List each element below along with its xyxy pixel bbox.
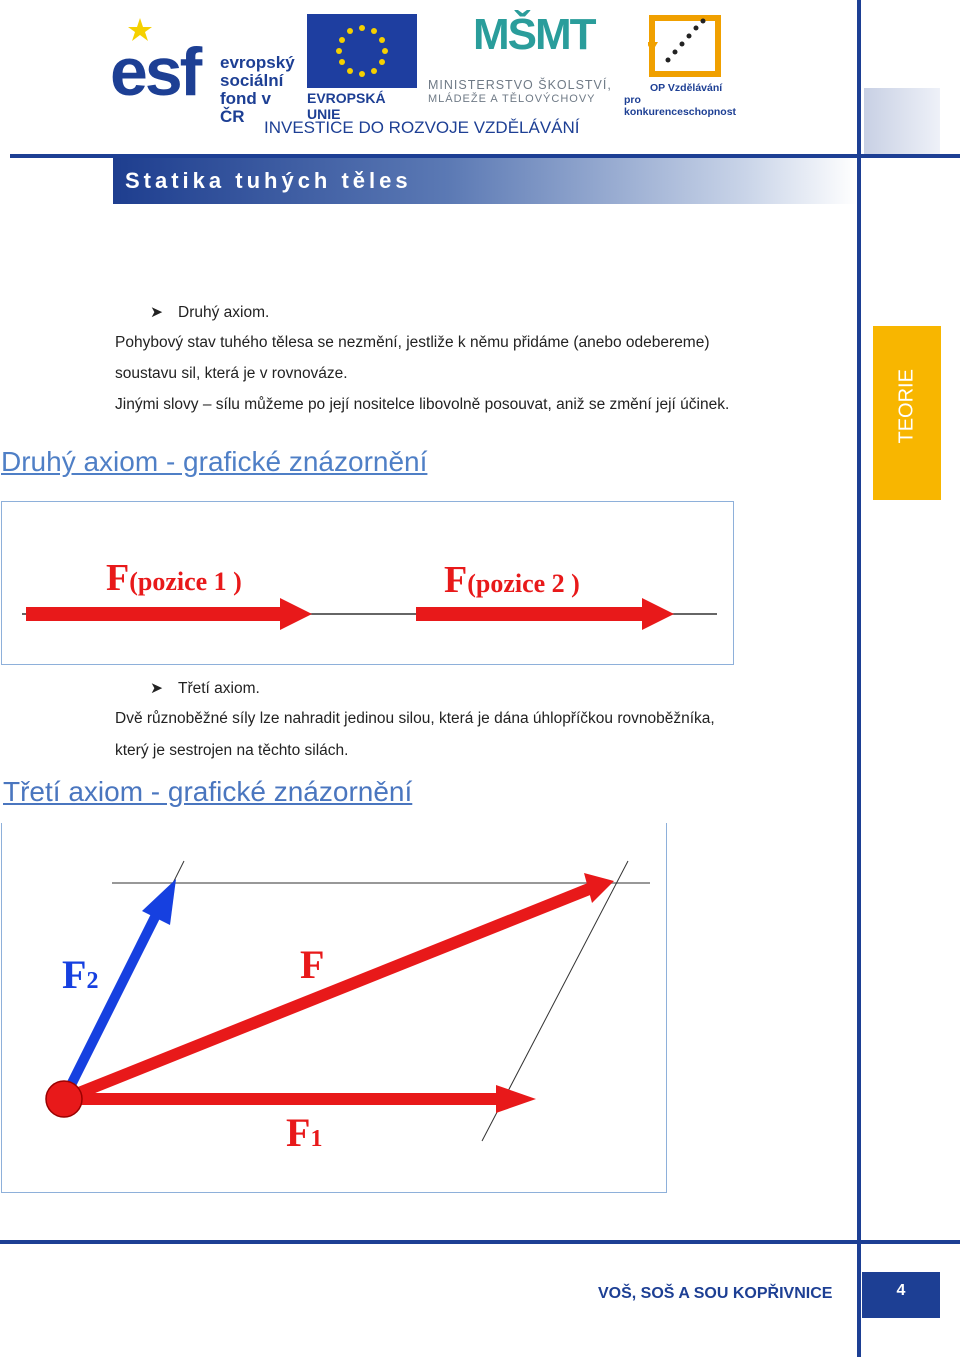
label-f: [300, 941, 324, 988]
paragraph-line: Dvě různoběžné síly lze nahradit jedinou silou, která je dána úhlopříčkou rovnoběžníka,: [115, 710, 715, 727]
force-arrow-position-1: [26, 598, 312, 630]
page-number-box: [862, 1272, 940, 1318]
bullet-arrow-icon: ➤: [150, 680, 163, 697]
school-name: VOŠ, SOŠ A SOU KOPŘIVNICE: [598, 1285, 833, 1302]
page-number: 4: [896, 1282, 906, 1299]
msmt-line-1: MINISTERSTVO ŠKOLSTVÍ,: [428, 78, 612, 92]
bullet-druhy-axiom: [150, 303, 269, 322]
section-heading: Třetí axiom - grafické znázornění: [3, 776, 413, 807]
point-of-application: [46, 1081, 82, 1117]
op-symbol-icon: [648, 12, 724, 78]
label-f2: [62, 951, 98, 998]
paragraph-line: Jinými slovy – sílu můžeme po její nositelce libovolně posouvat, aniž se změní její účinek.: [115, 396, 730, 413]
label-f1: [286, 1109, 322, 1156]
esf-line-3: fond v ČR: [220, 89, 271, 126]
paragraph-line: který je sestrojen na těchto silách.: [115, 742, 349, 759]
esf-line-2: sociální: [220, 71, 284, 90]
force-subscript: 1: [310, 1126, 323, 1152]
paragraph-line: Pohybový stav tuhého tělesa se nezmění, jestliže k němu přidáme (anebo odebereme): [115, 334, 710, 351]
bottom-rule: [0, 1240, 960, 1244]
section-heading: Druhý axiom - grafické znázornění: [1, 446, 428, 477]
force-symbol: F: [300, 942, 325, 987]
force-label-2: [444, 558, 580, 602]
msmt-mark: MŠMT: [473, 10, 595, 59]
parallelogram-diagram: [2, 823, 666, 1191]
teorie-label: TEORIE: [895, 369, 918, 444]
force-symbol: F: [106, 557, 130, 599]
op-line-2: pro konkurenceschopnost: [624, 94, 737, 118]
paragraph-line: soustavu sil, která je v rovnováze.: [115, 365, 348, 382]
force-subscript: 2: [86, 968, 99, 994]
force-arrow-position-2: [416, 598, 674, 630]
eu-logo: [307, 14, 419, 122]
esf-logo: [110, 14, 300, 126]
investice-slogan: INVESTICE DO ROZVOJE VZDĚLÁVÁNÍ: [264, 118, 580, 137]
force-symbol: F: [286, 1110, 311, 1155]
esf-wordmark: esf: [110, 34, 200, 110]
figure-treti-axiom: [1, 823, 667, 1193]
eu-flag-icon: [307, 14, 417, 88]
msmt-logo: [428, 10, 618, 106]
force-subscript: (pozice 1 ): [129, 567, 242, 596]
force-label-1: [106, 556, 242, 600]
corner-gradient: [864, 88, 940, 154]
title-bar: [113, 158, 857, 204]
figure-druhy-axiom: [1, 501, 734, 665]
bullet-arrow-icon: ➤: [150, 304, 163, 321]
bullet-label: Třetí axiom.: [178, 680, 260, 697]
esf-line-1: evropský: [220, 53, 295, 72]
page-title: Statika tuhých těles: [125, 168, 412, 193]
force-subscript: (pozice 2 ): [467, 569, 580, 598]
op-line-1: OP Vzdělávání: [650, 82, 723, 94]
right-rule: [857, 0, 861, 1357]
bullet-label: Druhý axiom.: [178, 304, 270, 321]
teorie-tab: [873, 326, 941, 500]
force-symbol: F: [62, 952, 87, 997]
op-logo: [622, 12, 752, 118]
bullet-treti-axiom: [150, 679, 260, 698]
eu-label: EVROPSKÁ UNIE: [307, 90, 386, 122]
msmt-line-2: MLÁDEŽE A TĚLOVÝCHOVY: [428, 93, 596, 105]
force-symbol: F: [444, 559, 468, 601]
